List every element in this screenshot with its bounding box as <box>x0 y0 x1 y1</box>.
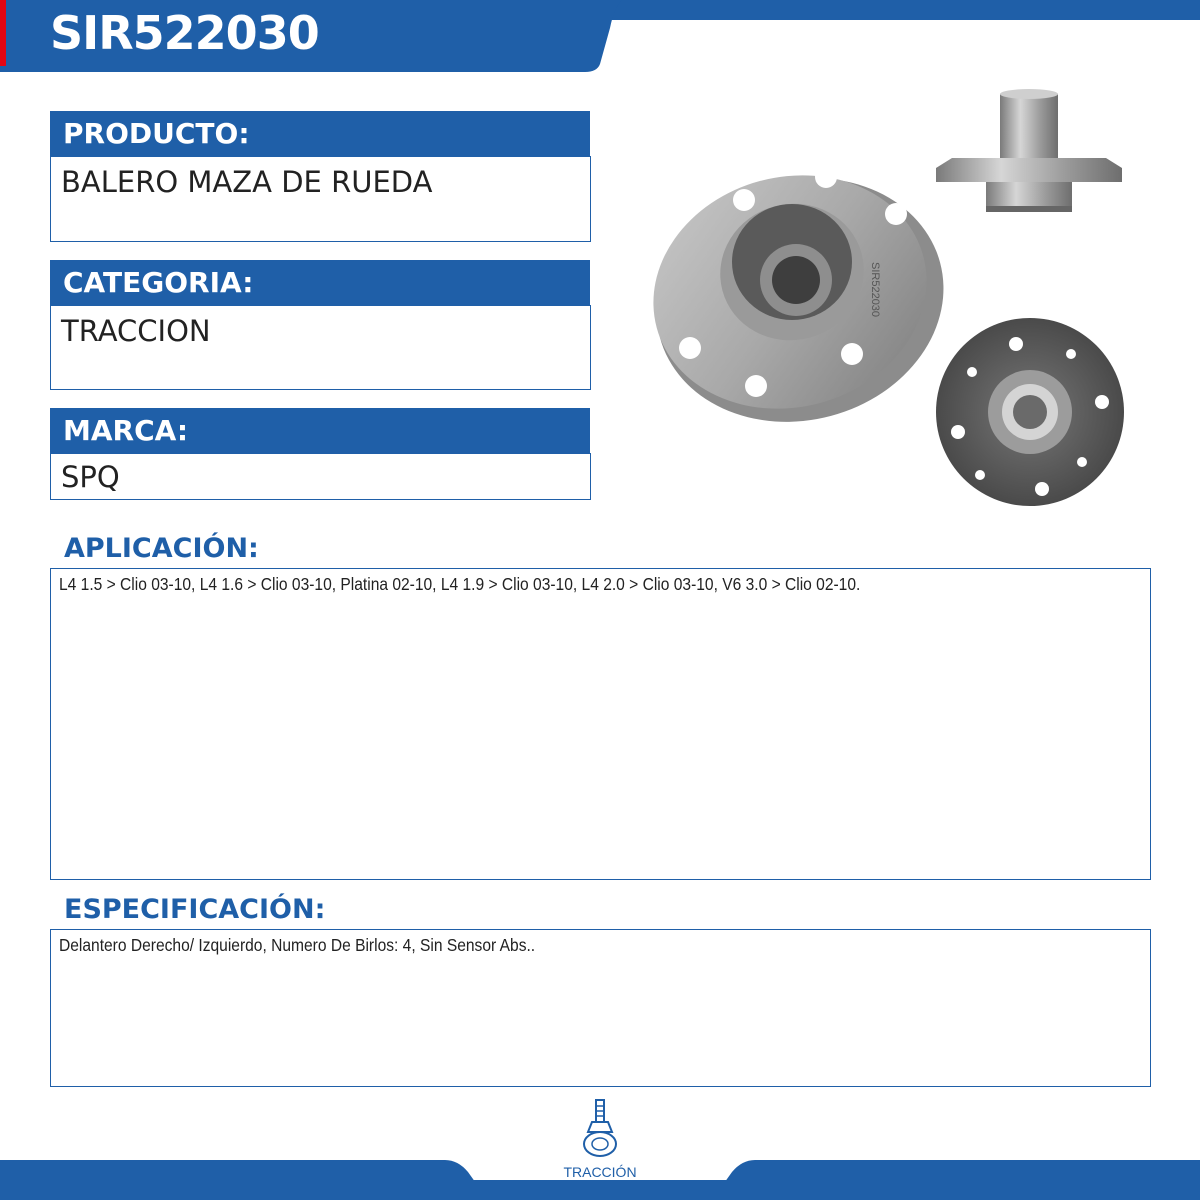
hub-angled-view <box>640 145 971 453</box>
brand-value: SPQ <box>50 453 591 500</box>
specification-text-box <box>50 929 1151 1087</box>
hub-side-view <box>936 89 1122 212</box>
footer-category-label: TRACCIÓN <box>563 1164 637 1180</box>
hub-stamp-text: SIR522030 <box>869 262 881 318</box>
hub-face-view <box>936 318 1124 506</box>
category-value: TRACCION <box>50 305 591 390</box>
category-label: CATEGORIA: <box>50 260 590 306</box>
specification-text: Delantero Derecho/ Izquierdo, Numero De Birlos: 4, Sin Sensor Abs.. <box>59 935 536 955</box>
product-label: PRODUCTO: <box>50 111 590 157</box>
application-text: L4 1.5 > Clio 03-10, L4 1.6 > Clio 03-10, Platina 02-10, L4 1.9 > Clio 03-10, L4 2.0 > Clio 03-10, V6 3.0 > Clio 02-10. <box>59 574 861 594</box>
brand-label: MARCA: <box>50 408 590 454</box>
product-photo <box>640 80 1160 510</box>
product-value: BALERO MAZA DE RUEDA <box>50 156 591 242</box>
application-title: APLICACIÓN: <box>64 533 259 564</box>
cv-joint-icon <box>580 1098 620 1164</box>
product-sku-title: SIR522030 <box>50 6 319 60</box>
specification-title: ESPECIFICACIÓN: <box>64 894 326 925</box>
application-text-box <box>50 568 1151 880</box>
